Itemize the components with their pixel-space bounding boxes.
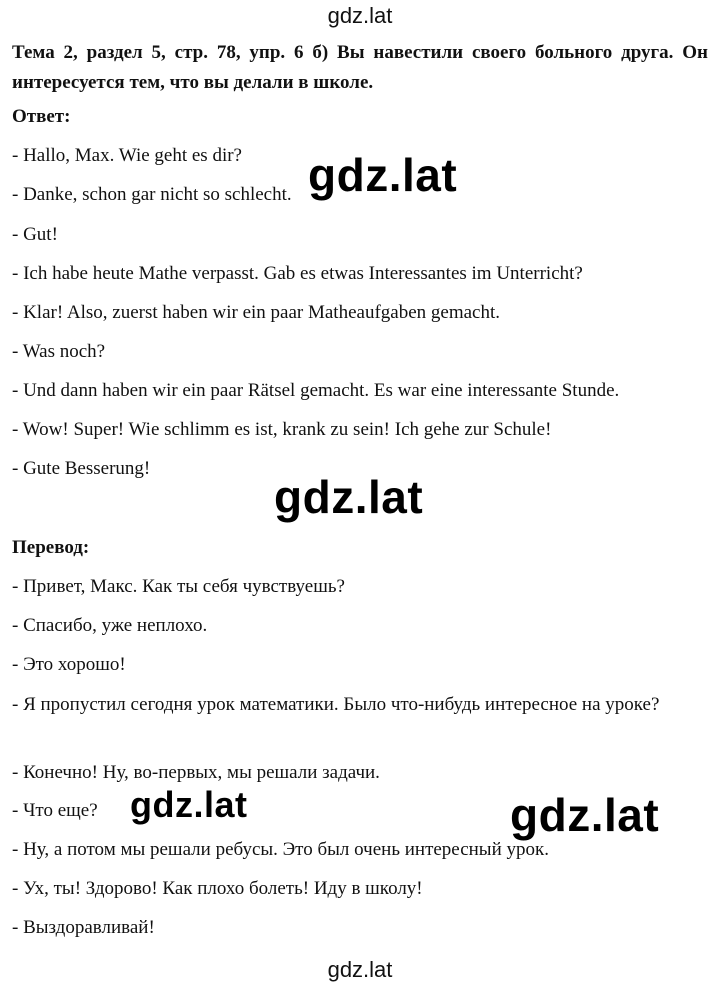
translation-line: - Конечно! Ну, во-первых, мы решали задачи. bbox=[12, 762, 380, 783]
footer-watermark: gdz.lat bbox=[327, 957, 393, 982]
watermark-overlay: gdz.lat bbox=[308, 149, 458, 201]
translation-heading: Перевод: bbox=[12, 537, 90, 558]
translation-line: - Привет, Макс. Как ты себя чувствуешь? bbox=[12, 576, 345, 597]
translation-line: - Что еще? bbox=[12, 800, 98, 821]
answer-line: - Danke, schon gar nicht so schlecht. bbox=[12, 184, 292, 205]
answer-line: - Was noch? bbox=[12, 341, 106, 362]
watermark-overlay: gdz.lat bbox=[130, 784, 248, 825]
translation-line: - Я пропустил сегодня урок математики. Было что-нибудь интересное на уроке? bbox=[12, 694, 660, 715]
answer-line: - Klar! Also, zuerst haben wir ein paar Matheaufgaben gemacht. bbox=[12, 302, 500, 323]
answer-line: - Gut! bbox=[12, 224, 58, 245]
answer-line: - Und dann haben wir ein paar Rätsel gemacht. Es war eine interessante Stunde. bbox=[12, 380, 620, 401]
answer-line: - Gute Besserung! bbox=[12, 458, 151, 479]
answer-line: - Hallo, Max. Wie geht es dir? bbox=[12, 145, 242, 166]
watermark-overlay: gdz.lat bbox=[274, 471, 424, 523]
translation-line: - Ну, а потом мы решали ребусы. Это был очень интересный урок. bbox=[12, 839, 549, 860]
translation-line: - Ух, ты! Здорово! Как плохо болеть! Иду в школу! bbox=[12, 878, 423, 899]
translation-line: - Выздоравливай! bbox=[12, 917, 155, 938]
answer-heading: Ответ: bbox=[12, 106, 71, 127]
translation-line: - Спасибо, уже неплохо. bbox=[12, 615, 208, 636]
exercise-title: Тема 2, раздел 5, стр. 78, упр. 6 б) Вы навестили своего больного друга. Он интересуется тем, что вы делали в школе. bbox=[12, 42, 708, 93]
answer-line: - Ich habe heute Mathe verpasst. Gab es etwas Interessantes im Unterricht? bbox=[12, 263, 583, 284]
watermark-overlay: gdz.lat bbox=[510, 789, 660, 841]
translation-line: - Это хорошо! bbox=[12, 654, 126, 675]
header-watermark: gdz.lat bbox=[327, 3, 393, 28]
answer-line: - Wow! Super! Wie schlimm es ist, krank zu sein! Ich gehe zur Schule! bbox=[12, 419, 552, 440]
